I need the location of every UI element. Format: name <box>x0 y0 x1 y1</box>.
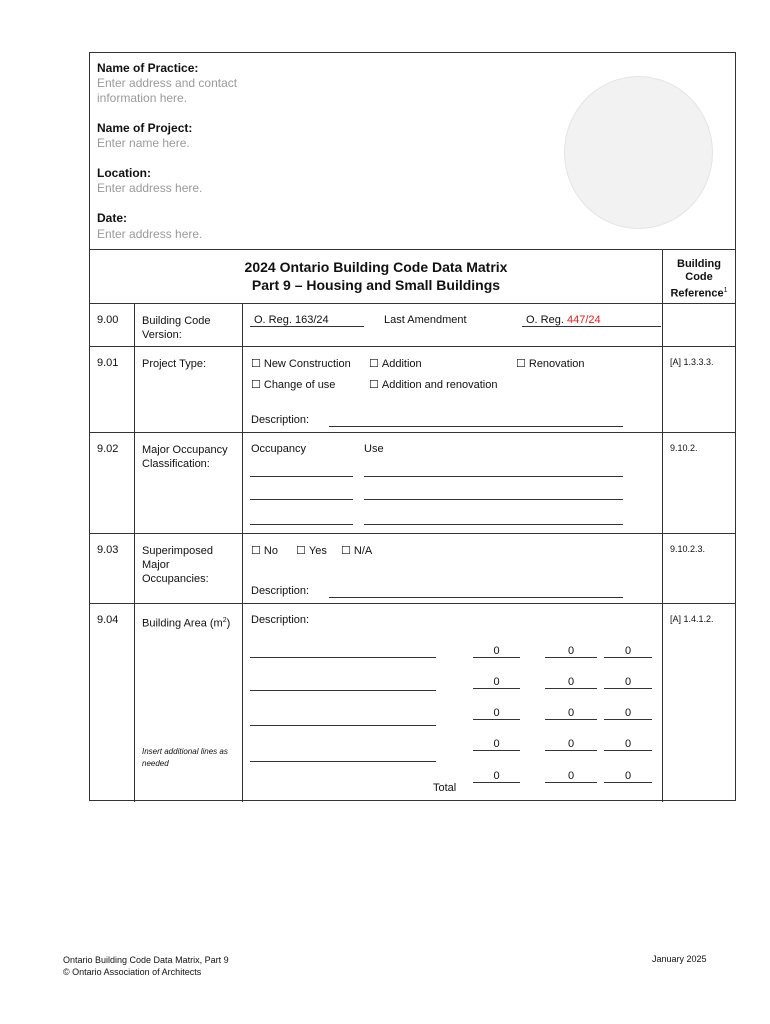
area-value-cell[interactable]: 0 <box>473 707 520 720</box>
area-description-field[interactable] <box>250 657 436 658</box>
row-9-04 <box>90 604 735 802</box>
addition-checkbox[interactable] <box>369 357 422 370</box>
area-value-cell[interactable]: 0 <box>604 645 652 658</box>
last-amendment-label: Last Amendment <box>384 314 467 326</box>
last-amendment-field[interactable] <box>522 314 661 327</box>
footer-copyright: © Ontario Association of Architects <box>63 967 202 977</box>
checkbox-icon: ☐ <box>341 545 351 557</box>
code-reference-header <box>662 249 735 303</box>
occupancy-field[interactable] <box>250 476 353 477</box>
total-label: Total <box>433 782 457 794</box>
row-label-superscript: 2 <box>222 617 227 624</box>
description-field[interactable] <box>329 426 623 427</box>
addition-and-renovation-checkbox[interactable] <box>369 378 497 391</box>
checkbox-icon: ☐ <box>251 358 261 370</box>
total-value-cell[interactable]: 0 <box>545 770 597 783</box>
renovation-checkbox[interactable] <box>516 357 585 370</box>
area-description-field[interactable] <box>250 761 436 762</box>
use-column-label: Use <box>364 443 384 455</box>
practice-label: Name of Practice: <box>97 61 199 75</box>
area-description-field[interactable] <box>250 725 436 726</box>
checkbox-label: Addition <box>381 358 422 370</box>
area-value-cell[interactable]: 0 <box>473 738 520 751</box>
total-value-cell[interactable]: 0 <box>604 770 652 783</box>
title-line-2: Part 9 – Housing and Small Buildings <box>251 277 501 293</box>
occupancy-column-label: Occupancy <box>251 443 307 455</box>
new-construction-checkbox[interactable] <box>251 357 351 370</box>
checkbox-icon: ☐ <box>369 379 379 391</box>
data-matrix-form <box>89 52 736 801</box>
row-9-02 <box>90 433 735 534</box>
checkbox-icon: ☐ <box>369 358 379 370</box>
description-label: Description: <box>251 614 310 626</box>
architect-seal-placeholder <box>564 76 713 229</box>
change-of-use-checkbox[interactable] <box>251 378 335 391</box>
code-reference: [A] 1.4.1.2. <box>670 614 714 624</box>
description-field[interactable] <box>329 597 623 598</box>
footer-document-title: Ontario Building Code Data Matrix, Part 9 <box>63 955 229 965</box>
description-label: Description: <box>251 414 310 426</box>
location-label: Location: <box>97 166 151 180</box>
matrix-title-row <box>90 249 735 304</box>
practice-field[interactable]: Enter address and contact information here. <box>97 76 238 105</box>
row-label: Superimposed Major Occupancies: <box>142 545 213 585</box>
row-label: Building Code Version: <box>142 315 211 341</box>
code-reference: 9.10.2.3. <box>670 544 706 554</box>
title-line-1: 2024 Ontario Building Code Data Matrix <box>244 259 508 275</box>
row-number: 9.00 <box>97 314 119 326</box>
checkbox-label: Change of use <box>263 379 336 391</box>
area-value-cell[interactable]: 0 <box>604 676 652 689</box>
row-label-text: Building Area (m <box>142 617 223 630</box>
ref-footnote-mark: 1 <box>723 287 728 294</box>
row-number: 9.01 <box>97 357 119 369</box>
occupancy-field[interactable] <box>250 524 353 525</box>
checkbox-icon: ☐ <box>296 545 306 557</box>
matrix-title <box>90 258 662 294</box>
ref-header-line-2: Code <box>685 271 713 283</box>
area-description-field[interactable] <box>250 690 436 691</box>
project-label: Name of Project: <box>97 121 193 135</box>
area-value-cell[interactable]: 0 <box>604 738 652 751</box>
code-version-field[interactable]: O. Reg. 163/24 <box>250 314 364 327</box>
checkbox-label: Addition and renovation <box>381 379 498 391</box>
row-label <box>142 614 238 631</box>
occupancy-field[interactable] <box>250 499 353 500</box>
use-field[interactable] <box>364 499 623 500</box>
insert-lines-note: Insert additional lines as needed <box>142 747 228 768</box>
checkbox-label: No <box>263 545 278 557</box>
checkbox-icon: ☐ <box>251 545 261 557</box>
no-checkbox[interactable] <box>251 544 278 557</box>
checkbox-label: Yes <box>308 545 327 557</box>
date-field[interactable]: Enter address here. <box>97 227 203 241</box>
row-9-00 <box>90 304 735 347</box>
row-9-03 <box>90 534 735 604</box>
code-reference: [A] 1.3.3.3. <box>670 357 714 367</box>
na-checkbox[interactable] <box>341 544 372 557</box>
amendment-number: 447/24 <box>566 314 601 326</box>
checkbox-icon: ☐ <box>251 379 261 391</box>
checkbox-label: New Construction <box>263 358 351 370</box>
ref-header-text: Reference <box>670 287 724 300</box>
area-value-cell[interactable]: 0 <box>545 676 597 689</box>
checkbox-label: N/A <box>353 545 373 557</box>
amendment-prefix: O. Reg. <box>526 314 567 326</box>
location-field[interactable]: Enter address here. <box>97 181 203 195</box>
area-value-cell[interactable]: 0 <box>545 707 597 720</box>
footer-left <box>63 954 229 978</box>
area-value-cell[interactable]: 0 <box>604 707 652 720</box>
project-info-section <box>90 53 735 250</box>
project-field[interactable]: Enter name here. <box>97 136 190 150</box>
yes-checkbox[interactable] <box>296 544 327 557</box>
area-value-cell[interactable]: 0 <box>473 645 520 658</box>
date-label: Date: <box>97 211 128 225</box>
row-9-01 <box>90 347 735 433</box>
area-value-cell[interactable]: 0 <box>545 738 597 751</box>
checkbox-icon: ☐ <box>516 358 526 370</box>
ref-header-line-3 <box>663 284 735 301</box>
use-field[interactable] <box>364 476 623 477</box>
row-label: Major Occupancy Classification: <box>142 444 228 470</box>
row-label-close: ) <box>226 617 231 630</box>
checkbox-label: Renovation <box>528 358 585 370</box>
row-label: Project Type: <box>142 358 206 370</box>
row-number: 9.02 <box>97 443 119 455</box>
area-value-cell[interactable]: 0 <box>545 645 597 658</box>
row-number: 9.03 <box>97 544 119 556</box>
row-number: 9.04 <box>97 614 119 626</box>
use-field[interactable] <box>364 524 623 525</box>
ref-header-line-1: Building <box>677 258 721 270</box>
code-reference: 9.10.2. <box>670 443 698 453</box>
footer-date: January 2025 <box>652 954 707 964</box>
total-value-cell[interactable]: 0 <box>473 770 520 783</box>
description-label: Description: <box>251 585 310 597</box>
matrix-rows <box>90 304 735 800</box>
area-value-cell[interactable]: 0 <box>473 676 520 689</box>
